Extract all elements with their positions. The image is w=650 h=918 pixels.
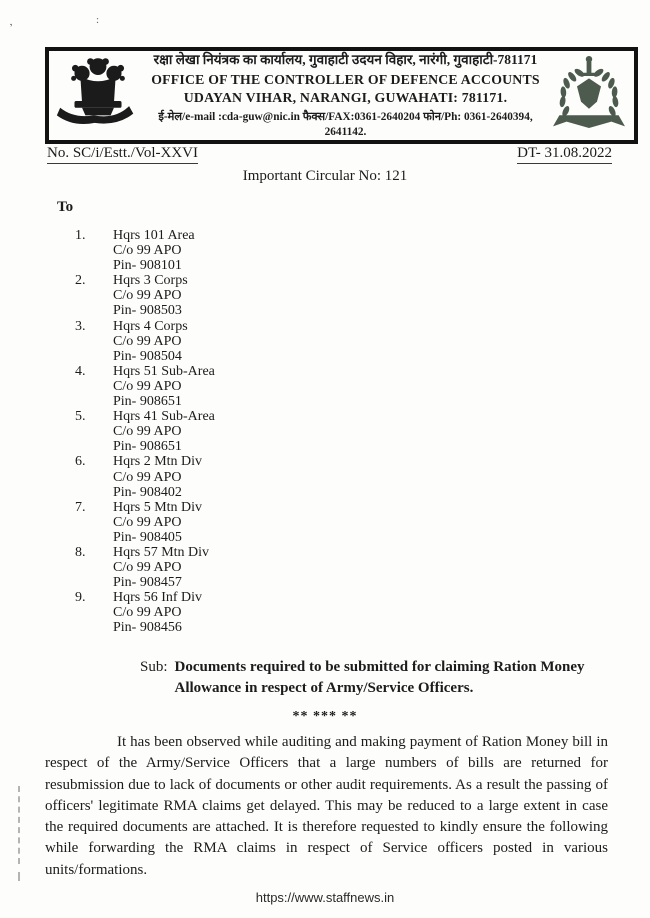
document-date: DT- 31.08.2022 xyxy=(517,145,612,164)
recipient-item xyxy=(75,364,395,409)
recipient-number: 6. xyxy=(75,454,86,470)
recipient-unit: Hqrs 2 Mtn Div xyxy=(113,454,203,470)
recipient-unit: Hqrs 56 Inf Div xyxy=(113,590,203,606)
recipient-item xyxy=(75,545,395,590)
subject-text: Documents required to be submitted for claiming Ration Money Allowance in respect of Army/Service Officers. xyxy=(174,659,585,696)
recipient-item xyxy=(75,454,395,499)
recipient-unit: Hqrs 57 Mtn Div xyxy=(113,544,210,560)
recipient-number: 4. xyxy=(75,363,86,379)
footer-source-link[interactable]: https://www.staffnews.in xyxy=(255,890,395,905)
recipient-co: C/o 99 APO xyxy=(113,243,182,259)
recipient-item xyxy=(75,319,395,364)
body-paragraph: It has been observed while auditing and making payment of Ration Money bill in respect of the Army/Service Officers that a large numbers of bills are returned for resubmission due to lack of documents or other audit requirements. As a result the passing of officers' legitimate RMA claims get delayed. This may be reduced to a large extent in case the required documents are attached. It is therefore requested to kindly ensure the following while forwarding the RMA claims in respect of Service officers posted in various units/formations. xyxy=(45,734,608,878)
recipient-address xyxy=(113,273,395,318)
recipient-pin: Pin- 908504 xyxy=(113,348,182,364)
recipient-list xyxy=(75,228,395,636)
recipient-address xyxy=(113,364,395,409)
recipient-pin: Pin- 908101 xyxy=(113,258,182,274)
recipient-number: 7. xyxy=(75,499,86,515)
recipient-pin: Pin- 908405 xyxy=(113,529,182,545)
recipient-co: C/o 99 APO xyxy=(113,605,182,621)
office-name-hindi: रक्षा लेखा नियंत्रक का कार्यालय, गुवाहाटी उदयन विहार, नारंगी, गुवाहाटी-781171 xyxy=(153,51,538,67)
subject-label: Sub: xyxy=(140,659,168,675)
recipient-number: 9. xyxy=(75,590,86,606)
recipient-unit: Hqrs 5 Mtn Div xyxy=(113,499,203,515)
recipient-pin: Pin- 908457 xyxy=(113,575,182,591)
subject-line xyxy=(140,657,612,699)
scan-artifact-fold-line xyxy=(18,786,20,864)
scan-artifact-mark: ’ xyxy=(8,21,16,35)
recipient-address xyxy=(113,590,395,635)
recipient-address xyxy=(113,454,395,499)
recipient-item xyxy=(75,500,395,545)
recipient-unit: Hqrs 4 Corps xyxy=(113,318,188,334)
recipient-pin: Pin- 908402 xyxy=(113,484,182,500)
recipient-pin: Pin- 908651 xyxy=(113,439,182,455)
recipient-item xyxy=(75,409,395,454)
star-separator: ** *** ** xyxy=(292,709,358,724)
recipient-number: 1. xyxy=(75,228,86,243)
salutation: To xyxy=(57,199,74,215)
recipient-pin: Pin- 908456 xyxy=(113,620,182,636)
recipient-co: C/o 99 APO xyxy=(113,424,182,440)
recipient-co: C/o 99 APO xyxy=(113,378,182,394)
circular-title: Important Circular No: 121 xyxy=(242,168,408,184)
recipient-address xyxy=(113,319,395,364)
recipient-item xyxy=(75,273,395,318)
letterhead-text-block xyxy=(144,51,547,140)
recipient-address xyxy=(113,500,395,545)
recipient-unit: Hqrs 101 Area xyxy=(113,228,195,243)
reference-row xyxy=(47,145,612,164)
recipient-address xyxy=(113,545,395,590)
recipient-number: 2. xyxy=(75,273,86,289)
recipient-item xyxy=(75,590,395,635)
recipient-address xyxy=(113,228,395,273)
scan-artifact-fold-line xyxy=(18,872,20,881)
office-name-english: OFFICE OF THE CONTROLLER OF DEFENCE ACCOUNTS xyxy=(151,71,540,87)
recipient-unit: Hqrs 41 Sub-Area xyxy=(113,409,215,425)
recipient-item xyxy=(75,228,395,273)
office-contact-line: ई-मेल/e-mail :cda-guw@nic.in फैक्स/FAX:0361-2640204 फोन/Ph: 0361-2640394, 2641142. xyxy=(158,111,533,139)
recipient-co: C/o 99 APO xyxy=(113,288,182,304)
recipient-co: C/o 99 APO xyxy=(113,333,182,349)
recipient-number: 5. xyxy=(75,409,86,425)
letterhead-box xyxy=(45,47,638,144)
recipient-pin: Pin- 908651 xyxy=(113,394,182,410)
defence-accounts-crest-icon xyxy=(547,52,631,140)
scan-artifact-mark: : xyxy=(96,14,100,26)
recipient-unit: Hqrs 3 Corps xyxy=(113,273,188,289)
recipient-number: 8. xyxy=(75,544,86,560)
recipient-co: C/o 99 APO xyxy=(113,469,182,485)
recipient-pin: Pin- 908503 xyxy=(113,303,182,319)
recipient-number: 3. xyxy=(75,318,86,334)
recipient-address xyxy=(113,409,395,454)
recipient-co: C/o 99 APO xyxy=(113,560,182,576)
recipient-unit: Hqrs 51 Sub-Area xyxy=(113,363,215,379)
ashoka-lion-capital-emblem-icon xyxy=(52,53,144,139)
office-address: UDAYAN VIHAR, NARANGI, GUWAHATI: 781171. xyxy=(183,90,508,105)
recipient-co: C/o 99 APO xyxy=(113,514,182,530)
reference-number: No. SC/i/Estt./Vol-XXVI xyxy=(47,145,198,164)
